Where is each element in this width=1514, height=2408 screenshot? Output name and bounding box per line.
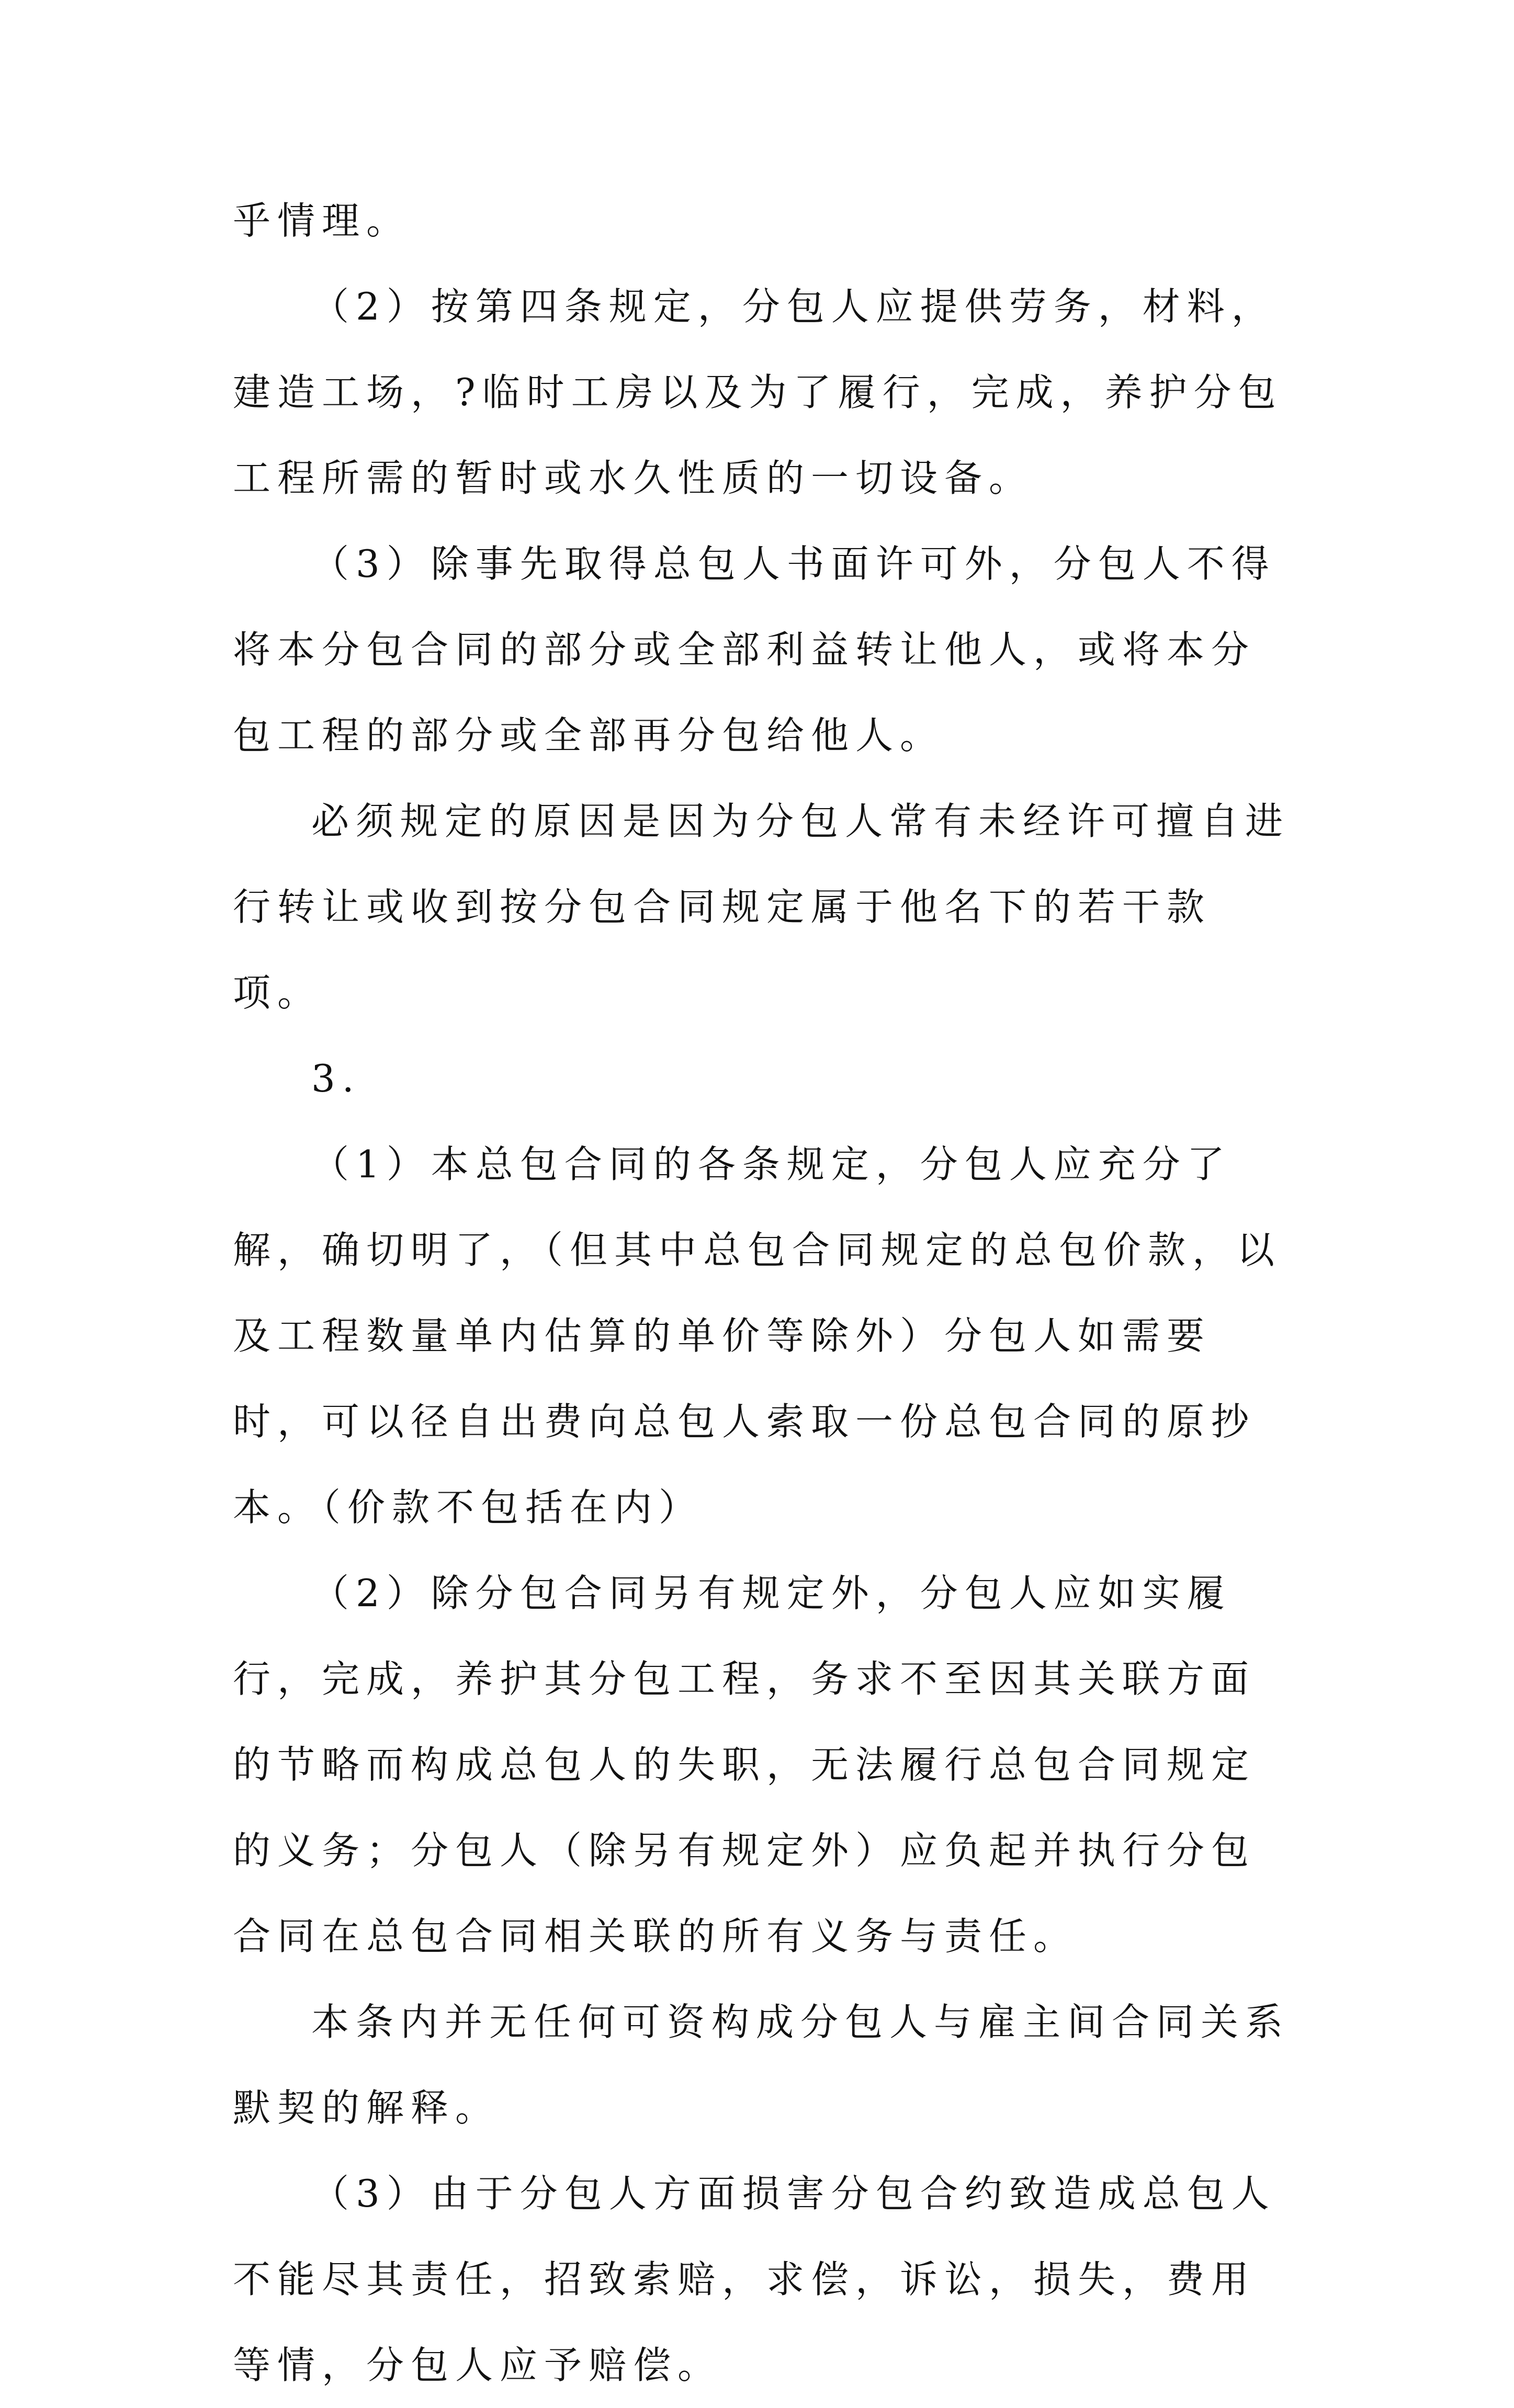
paragraph-note-reason: 必须规定的原因是因为分包人常有未经许可擅自进行转让或收到按分包合同规定属于他名下的若干款项。 [233,799,1290,1015]
paragraph-note-contract: 本条内并无任何可资构成分包人与雇主间合同关系默契的解释。 [233,2000,1290,2130]
paragraph-clause-2-3: （3）除事先取得总包人书面许可外，分包人不得将本分包合同的部分或全部利益转让他人，或将本分包工程的部分或全部再分包给他人。 [233,542,1276,757]
paragraph-clause-2-2: （2）按第四条规定，分包人应提供劳务，材料，建造工场，?临时工房以及为了履行，完成，养护分包工程所需的暂时或水久性质的一切设备。 [233,285,1283,500]
paragraph-clause-3-3: （3）由于分包人方面损害分包合约致造成总包人不能尽其责任，招致索赔，求偿，诉讼，损失，费用等情，分包人应予赔偿。 [233,2172,1276,2387]
paragraph-clause-3-2: （2）除分包合同另有规定外，分包人应如实履行，完成，养护其分包工程，务求不至因其关联方面的节略而构成总包人的失职，无法履行总包合同规定的义务；分包人（除另有规定外）应负起并执行分包合同在总包合同相关联的所有义务与责任。 [233,1571,1256,1958]
section-number-3: 3. [311,1057,361,1100]
paragraph-clause-3-1: （1）本总包合同的各条规定，分包人应充分了解，确切明了，（但其中总包合同规定的总包价款，以及工程数量单内估算的单价等除外）分包人如需要时，可以径自出费向总包人索取一份总包合同的原抄本。（价款不包括在内） [233,1142,1282,1529]
paragraph-continuation: 乎情理。 [233,199,411,243]
document-body [233,178,1290,2408]
